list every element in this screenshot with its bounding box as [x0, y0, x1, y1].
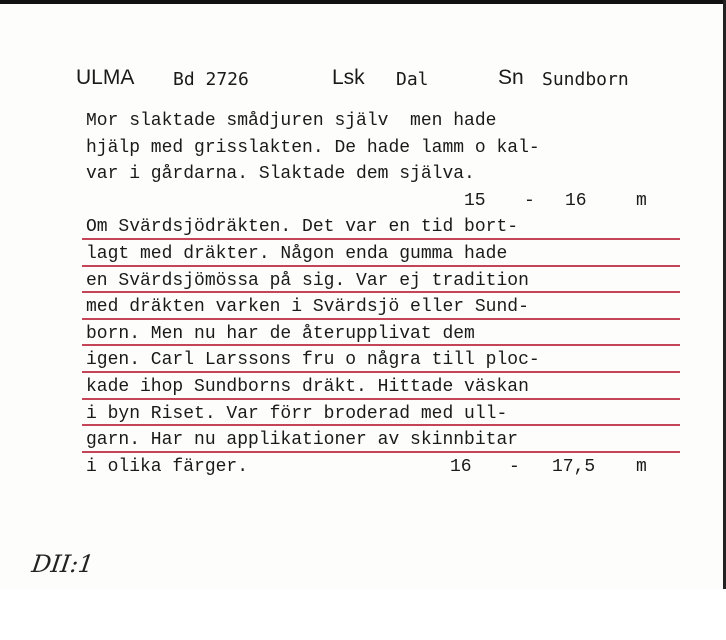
underlined-line: Om Svärdsjödräkten. Det var en tid bort- — [86, 214, 676, 241]
record-number: Bd 2726 — [173, 69, 249, 90]
underlined-line: i byn Riset. Var förr broderad med ull- — [86, 401, 676, 428]
measure-unit: m — [636, 456, 647, 477]
text-line: Mor slaktade smådjuren själv men hade — [86, 111, 497, 131]
underlined-line: kade ihop Sundborns dräkt. Hittade väskan — [86, 374, 676, 401]
last-text-line: i olika färger. — [86, 456, 249, 477]
county-name: Dal — [396, 69, 429, 90]
underlined-line: lagt med dräkter. Någon enda gumma hade — [86, 241, 676, 268]
measure-dash: - — [509, 456, 520, 477]
measure-dash: - — [524, 190, 535, 211]
card-body — [86, 108, 676, 480]
measure-from: 15 — [464, 190, 486, 211]
parish-label: Sn — [498, 66, 524, 89]
underlined-line: en Svärdsjömössa på sig. Var ej tradition — [86, 268, 676, 295]
card-header — [76, 66, 676, 96]
underlined-line: garn. Har nu applikationer av skinnbitar — [86, 427, 676, 454]
text-line: var i gårdarna. Slaktade dem själva. — [86, 164, 475, 185]
underlined-line: igen. Carl Larssons fru o några till ploc- — [86, 347, 676, 374]
measure-from: 16 — [450, 456, 472, 477]
measure-to: 16 — [565, 190, 587, 211]
parish-name: Sundborn — [542, 69, 629, 90]
archive-code: ULMA — [76, 66, 135, 89]
underlined-line: born. Men nu har de återupplivat dem — [86, 321, 676, 348]
text-line: hjälp med grisslakten. De hade lamm o kal- — [86, 137, 540, 158]
measure-to: 17,5 — [552, 456, 596, 477]
handwritten-signature: DII:1 — [30, 550, 96, 578]
county-label: Lsk — [332, 66, 365, 89]
card-top-edge — [0, 0, 726, 4]
measure-line-2 — [86, 454, 676, 481]
measure-unit: m — [636, 190, 647, 211]
measure-line-1 — [86, 188, 676, 215]
underlined-line: med dräkten varken i Svärdsjö eller Sund- — [86, 294, 676, 321]
